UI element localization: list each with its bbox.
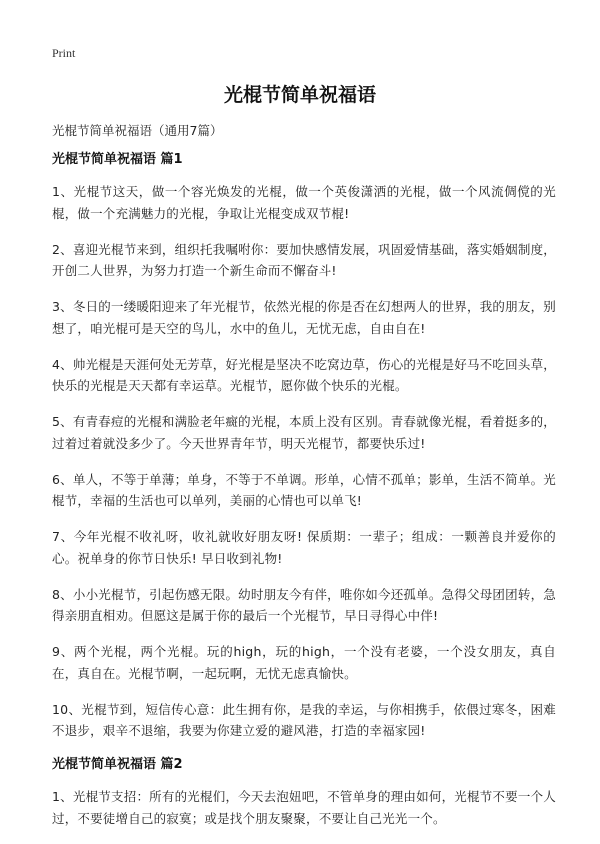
blessing-paragraph: 2、喜迎光棍节来到，组织托我嘱咐你：要加快感情发展，巩固爱情基础，落实婚姻制度，开创二人世界，为努力打造一个新生命而不懈奋斗! [52,241,556,278]
blessing-paragraph: 1、光棍节这天，做一个容光焕发的光棍，做一个英俊潇洒的光棍，做一个风流倜傥的光棍，做一个充满魅力的光棍，争取让光棍变成双节棍! [52,184,556,221]
blessing-paragraph: 8、小小光棍节，引起伤感无限。幼时朋友今有伴，唯你如今还孤单。急得父母团团转，急得亲朋直相劝。但愿这是属于你的最后一个光棍节，早日寻得心中伴! [52,586,556,623]
blessing-paragraph: 3、冬日的一缕暖阳迎来了年光棍节，依然光棍的你是否在幻想两人的世界，我的朋友，别想了，咱光棍可是天空的鸟儿，水中的鱼儿，无忧无虑，自由自在! [52,299,556,336]
document-subtitle: 光棍节简单祝福语（通用7篇） [52,123,223,138]
section-heading: 光棍节简单祝福语 篇2 [52,757,183,772]
section-heading: 光棍节简单祝福语 篇1 [52,152,183,167]
section-2 [52,756,556,829]
print-link[interactable]: Print [52,46,76,60]
blessing-paragraph: 9、两个光棍，两个光棍。玩的high，玩的high，一个没有老婆，一个没女朋友，真自在，真自在。光棍节啊，一起玩啊，无忧无虑真愉快。 [52,644,556,681]
blessing-paragraph: 1、光棍节支招：所有的光棍们，今天去泡妞吧，不管单身的理由如何，光棍节不要一个人过，不要徒增自己的寂寞；或是找个朋友聚聚，不要让自己光光一个。 [52,789,556,826]
blessing-paragraph: 7、今年光棍不收礼呀，收礼就收好朋友呀! 保质期：一辈子；组成：一颗善良并爱你的心。祝单身的你节日快乐! 早日收到礼物! [52,529,556,566]
blessing-paragraph: 4、帅光棍是天涯何处无芳草，好光棍是坚决不吃窝边草，伤心的光棍是好马不吃回头草，快乐的光棍是天天都有幸运草。光棍节，愿你做个快乐的光棍。 [52,356,556,393]
blessing-paragraph: 10、光棍节到，短信传心意：此生拥有你，是我的幸运，与你相携手，依偎过寒冬，困难不退步，艰辛不退缩，我要为你建立爱的避风港，打造的幸福家园! [52,701,556,738]
article-body [52,151,556,844]
section-1 [52,151,556,742]
blessing-paragraph: 5、有青春痘的光棍和满脸老年癍的光棍，本质上没有区别。青春就像光棍，看着挺多的，过着过着就没多少了。今天世界青年节，明天光棍节，都要快乐过! [52,414,556,451]
page-title: 光棍节简单祝福语 [223,84,376,106]
blessing-paragraph: 6、单人，不等于单薄；单身，不等于不单调。形单，心情不孤单；影单，生活不简单。光棍节，幸福的生活也可以单列，美丽的心情也可以单飞! [52,471,556,508]
